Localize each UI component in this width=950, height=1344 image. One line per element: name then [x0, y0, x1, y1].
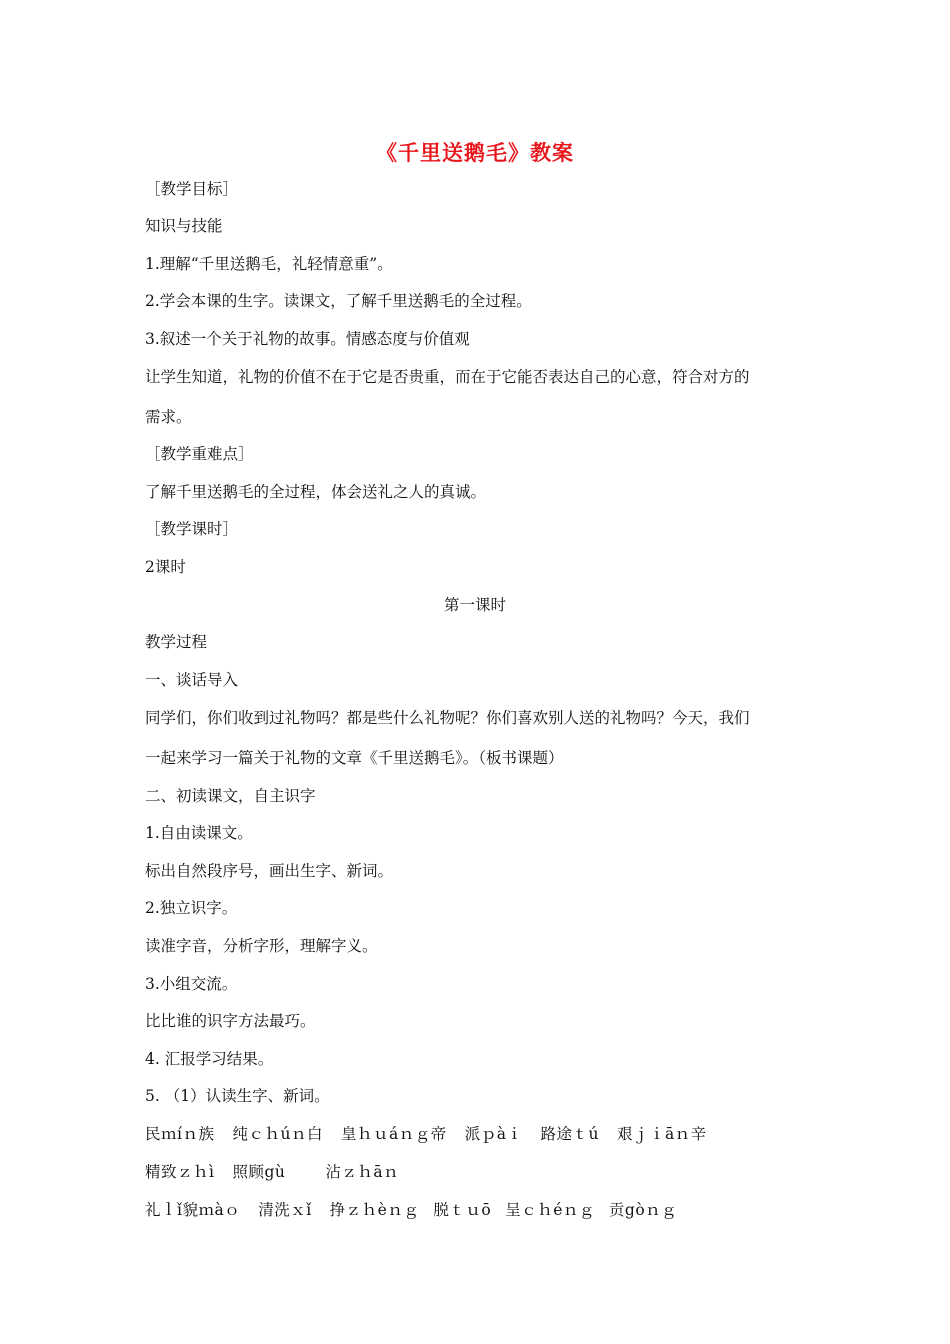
pinyin-row-1: [145, 1123, 815, 1145]
lesson-heading-first: 第一课时: [443, 596, 506, 614]
paragraph-key-points: 了解千里送鹅毛的全过程，体会送礼之人的真诚。: [145, 483, 487, 501]
subheading-process: 教学过程: [145, 633, 208, 651]
vocab-word: 派ｐàｉ: [464, 1125, 523, 1143]
vocab-word: 清洗ｘǐ: [258, 1201, 312, 1219]
paragraph-intro-line-1: 同学们，你们收到过礼物吗？都是些什么礼物呢？你们喜欢别人送的礼物吗？今天，我们: [145, 709, 750, 727]
paragraph-values-line-2: 需求。: [145, 408, 192, 426]
list-item-3: 3.小组交流。: [145, 975, 238, 993]
list-item-4: 4. 汇报学习结果。: [145, 1050, 274, 1068]
pinyin-row-3: [145, 1199, 815, 1221]
paragraph-values-line-1: 让学生知道，礼物的价值不在于它是否贵重，而在于它能否表达自己的心意，符合对方的: [145, 368, 750, 386]
vocab-word: 精致ｚｈì: [145, 1163, 215, 1181]
objective-item-3: 3.叙述一个关于礼物的故事。情感态度与价值观: [145, 330, 470, 348]
vocab-word: 礼ｌǐ貌ｍàｏ: [145, 1201, 241, 1219]
vocab-word: 沾ｚｈāｎ: [325, 1163, 400, 1181]
list-item-5: 5. （1）认读生字、新词。: [145, 1087, 330, 1105]
paragraph-periods: 2课时: [145, 558, 186, 576]
objective-item-1: 1.理解“千里送鹅毛，礼轻情意重”。: [145, 255, 393, 273]
subheading-knowledge: 知识与技能: [145, 217, 223, 235]
vocab-word: 贡gòｎｇ: [608, 1201, 678, 1219]
step-heading-1: 一、谈话导入: [145, 671, 239, 689]
pinyin-row-2: [145, 1161, 815, 1183]
vocab-word: 挣ｚｈèｎｇ: [329, 1201, 420, 1219]
vocab-word: 纯ｃｈúｎ白: [232, 1125, 323, 1143]
list-item-2: 2.独立识字。: [145, 899, 238, 917]
vocab-word: 路途ｔú: [540, 1125, 599, 1143]
list-item-1-detail: 标出自然段序号，画出生字、新词。: [145, 862, 394, 880]
paragraph-intro-line-2: 一起来学习一篇关于礼物的文章《千里送鹅毛》。（板书课题）: [145, 749, 564, 767]
vocab-word: 皇ｈｕáｎｇ帝: [340, 1125, 447, 1143]
section-heading-periods: ［教学课时］: [145, 520, 239, 538]
step-heading-2: 二、初读课文，自主识字: [145, 787, 316, 805]
vocab-word: 照顾gù: [232, 1163, 286, 1181]
vocab-word: 呈ｃｈéｎｇ: [505, 1201, 595, 1219]
vocab-word: 脱ｔｕō: [433, 1201, 492, 1219]
list-item-3-detail: 比比谁的识字方法最巧。: [145, 1012, 316, 1030]
objective-item-2: 2.学会本课的生字。读课文，了解千里送鹅毛的全过程。: [145, 292, 532, 310]
list-item-1: 1.自由读课文。: [145, 824, 253, 842]
vocab-word: 艰ｊｉāｎ辛: [616, 1125, 707, 1143]
list-item-2-detail: 读准字音，分析字形，理解字义。: [145, 937, 378, 955]
section-heading-objectives: ［教学目标］: [145, 180, 239, 198]
section-heading-key-points: ［教学重难点］: [145, 445, 254, 463]
vocab-word: 民ｍíｎ族: [145, 1125, 215, 1143]
document-title: 《千里送鹅毛》教案: [376, 140, 574, 165]
